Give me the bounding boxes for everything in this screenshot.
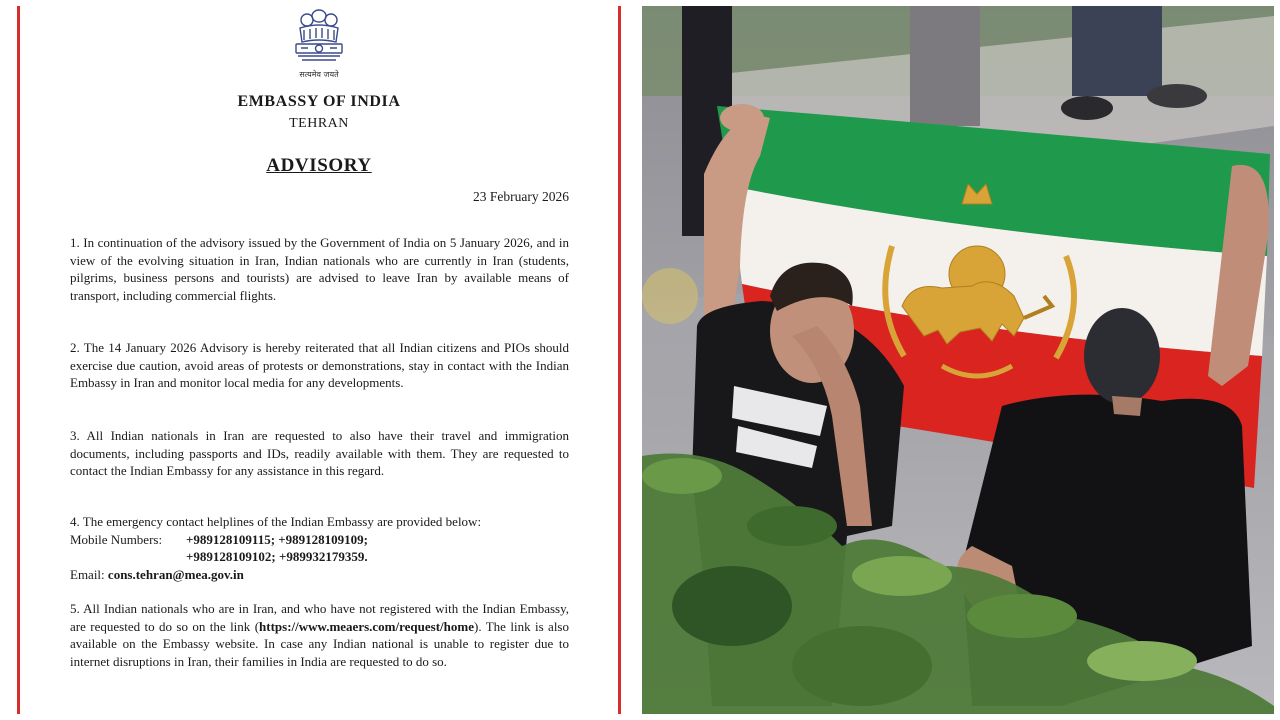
para5-text-after: ). The link is also available on the Embassy website. In case any Indian national is unable to register due to internet disruptions in Iran, their families in India are requested to do so. xyxy=(70,618,569,669)
national-emblem-icon xyxy=(288,6,350,68)
protest-photo xyxy=(642,6,1274,714)
mobile-numbers-label: Mobile Numbers: xyxy=(70,531,163,547)
advisory-paragraph-5 xyxy=(70,600,569,670)
yellow-road-marking xyxy=(642,268,698,324)
embassy-name: EMBASSY OF INDIA xyxy=(237,93,401,110)
bystander-legs xyxy=(910,6,980,126)
advisory-document xyxy=(0,0,638,720)
registration-link[interactable]: https://www.meaers.com/request/home xyxy=(259,618,474,634)
document-date: 23 February 2026 xyxy=(473,189,569,204)
email-label: Email: xyxy=(70,566,105,582)
protest-photo-illustration xyxy=(642,6,1274,714)
mobile-numbers-row xyxy=(70,531,569,549)
protester-right-head xyxy=(1084,308,1160,404)
protester-right-neck xyxy=(1112,396,1142,416)
embassy-city: TEHRAN xyxy=(289,116,349,131)
advisory-paragraph-3: 3. All Indian nationals in Iran are requested to also have their travel and immigration documents, including passports and IDs, readily available with them. They are requested to contact the Indian Embassy for any assistance in this regard. xyxy=(70,428,569,479)
bystander-jeans xyxy=(1072,6,1162,96)
mobile-numbers-line-1: +989128109115; +989128109109; xyxy=(186,531,369,547)
bystander-shoe xyxy=(1061,96,1113,120)
advisory-paragraph-2: 2. The 14 January 2026 Advisory is hereby reiterated that all Indian citizens and PIOs should exercise due caution, avoid areas of protests or demonstrations, stay in contact with the Indian Embassy in Iran and monitor local media for any developments. xyxy=(70,340,569,391)
advisory-paragraph-4 xyxy=(70,513,569,583)
advisory-paragraph-1: 1. In continuation of the advisory issued by the Government of India on 5 January 2026, and in view of the evolving situation in Iran, Indian nationals who are currently in Iran (students, pilgrims, business persons and tourists) are advised to leave Iran by available means of transport, including commercial flights. xyxy=(70,235,569,303)
mobile-numbers-line-2: +989128109102; +989932179359. xyxy=(186,549,368,565)
email-address-link[interactable]: cons.tehran@mea.gov.in xyxy=(107,566,244,582)
para5-text-before: 5. All Indian nationals who are in Iran, and who have not registered with the Indian Embassy, are requested to do so on the link ( xyxy=(70,601,569,634)
mobile-numbers-row-2 xyxy=(70,548,569,566)
page-border-right xyxy=(618,6,621,714)
email-row xyxy=(70,566,569,584)
protester-left-hand xyxy=(720,104,764,132)
emblem-motto: सत्यमेव जयते xyxy=(299,70,339,79)
bystander-shoe-2 xyxy=(1147,84,1207,108)
document-heading: ADVISORY xyxy=(266,155,372,176)
page-border-left xyxy=(17,6,20,714)
helpline-intro: 4. The emergency contact helplines of the Indian Embassy are provided below: xyxy=(70,514,482,529)
